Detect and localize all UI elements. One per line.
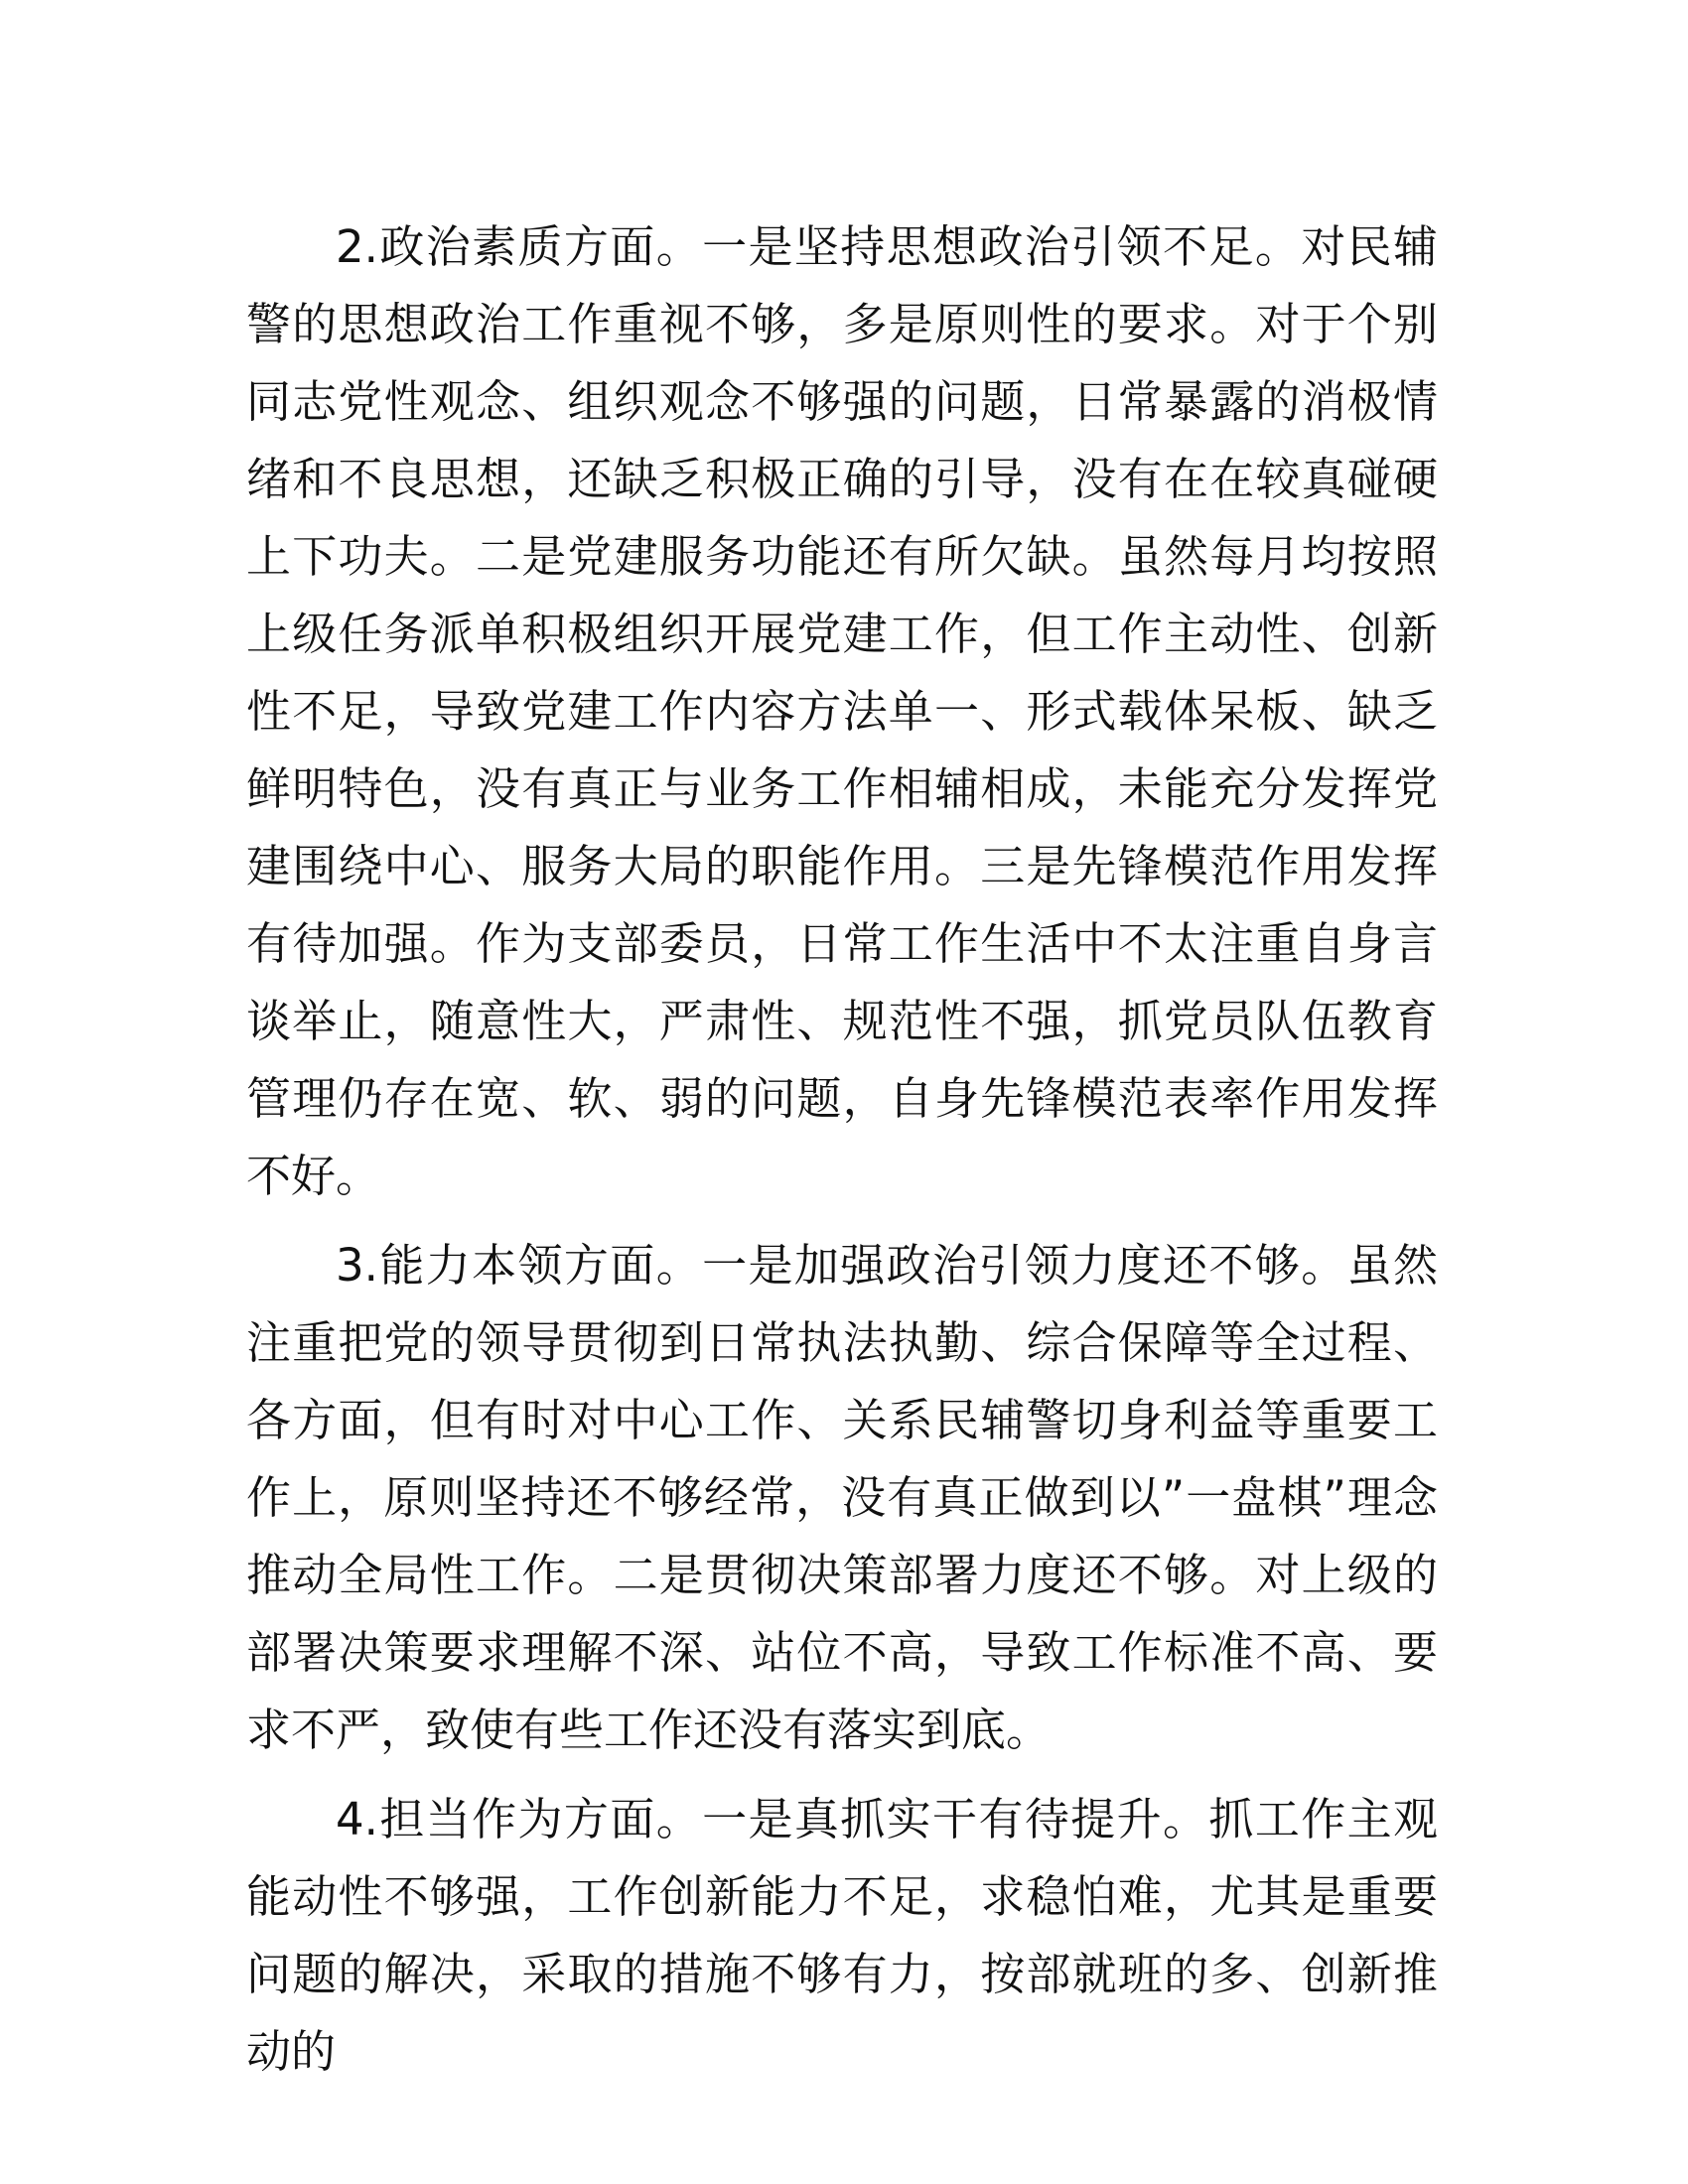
- paragraph-responsibility: 4.担当作为方面。一是真抓实干有待提升。抓工作主观能动性不够强，工作创新能力不足，求稳怕难，尤其是重要问题的解决，采取的措施不够有力，按部就班的多、创新推动的: [246, 1793, 1438, 2078]
- paragraph-ability: 3.能力本领方面。一是加强政治引领力度还不够。虽然注重把党的领导贯彻到日常执法执勤、综合保障等全过程、各方面，但有时对中心工作、关系民辅警切身利益等重要工作上，原则坚持还不够经常，没有真正做到以”一盘棋”理念推动全局性工作。二是贯彻决策部署力度还不够。对上级的部署决策要求理解不深、站位不高，导致工作标准不高、要求不严，致使有些工作还没有落实到底。: [246, 1239, 1438, 1756]
- document-body: [246, 208, 1438, 2103]
- paragraph-political-quality: 2.政治素质方面。一是坚持思想政治引领不足。对民辅警的思想政治工作重视不够，多是原则性的要求。对于个别同志党性观念、组织观念不够强的问题，日常暴露的消极情绪和不良思想，还缺乏积极正确的引导，没有在在较真碰硬上下功夫。二是党建服务功能还有所欠缺。虽然每月均按照上级任务派单积极组织开展党建工作，但工作主动性、创新性不足，导致党建工作内容方法单一、形式载体呆板、缺乏鲜明特色，没有真正与业务工作相辅相成，未能充分发挥党建围绕中心、服务大局的职能作用。三是先锋模范作用发挥有待加强。作为支部委员，日常工作生活中不太注重自身言谈举止，随意性大，严肃性、规范性不强，抓党员队伍教育管理仍存在宽、软、弱的问题，自身先锋模范表率作用发挥不好。: [246, 220, 1438, 1202]
